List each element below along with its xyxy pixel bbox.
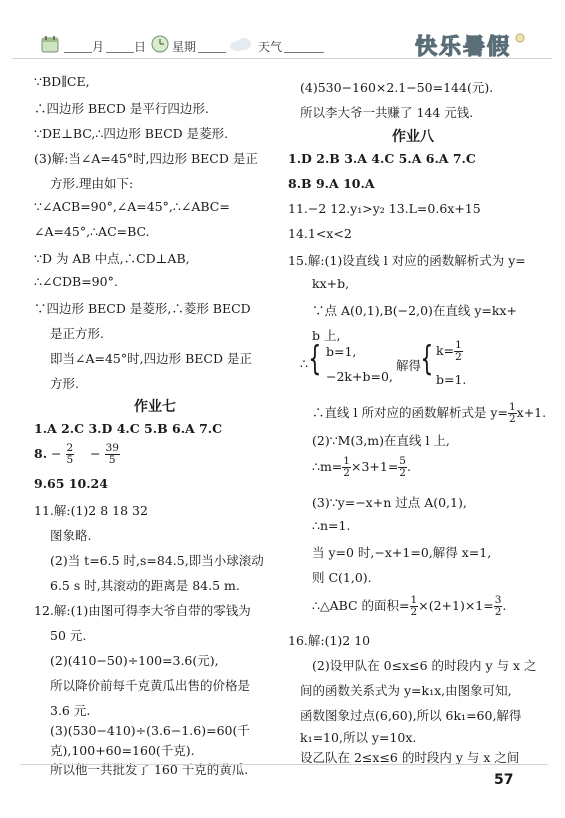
- fraction: $\frac{2}{5}$: [66, 442, 74, 466]
- answer-line: 9.65 10.24: [34, 476, 108, 491]
- answer-line: 11.−2 12.y₁>y₂ 13.L=0.6x+15: [288, 201, 481, 216]
- text-line: (3)∵y=−x+n 过点 A(0,1),: [312, 495, 467, 510]
- text-line: kx+b,: [312, 276, 350, 291]
- sun-icon: [512, 30, 528, 46]
- calendar-icon: [40, 34, 60, 54]
- clock-icon: [150, 34, 170, 54]
- text-line: 方形.: [50, 376, 79, 391]
- text-line: (2)当 t=6.5 时,s=84.5,即当小球滚动: [50, 553, 264, 568]
- text-line: (2)设甲队在 0≤x≤6 的时段内 y 与 x 之: [312, 658, 537, 673]
- page-number: 57: [494, 772, 514, 788]
- text-line: ∴直线 l 所对应的函数解析式是 y= $\frac{1}{2}$ x+1.: [312, 401, 547, 425]
- equation: −2k+b=0,: [326, 369, 393, 384]
- answer-line: 8.B 9.A 10.A: [288, 176, 375, 191]
- text-line: ∵BD∥CE,: [34, 74, 90, 89]
- text-line: ∴n=1.: [312, 518, 351, 533]
- text-line: ∴四边形 BECD 是平行四边形.: [34, 101, 209, 116]
- text-line: (4)530−160×2.1−50=144(元).: [300, 80, 494, 95]
- text-line: ∴△ABC 的面积= $\frac{1}{2}$ ×(2+1)×1= $\frac{3}{2}$ .: [312, 594, 507, 618]
- weekday-label: 星期: [172, 40, 197, 54]
- answer-line: 11.解:(1)2 8 18 32: [34, 503, 148, 518]
- text-line: 间的函数关系式为 y=k₁x,由图象可知,: [300, 683, 512, 698]
- answer-line: 12.解:(1)由图可得李大爷自带的零钱为: [34, 603, 251, 618]
- section-title: 作业七: [134, 399, 176, 415]
- answer-line: 1.A 2.C 3.D 4.C 5.B 6.A 7.C: [34, 421, 223, 436]
- equation: k= $\frac{1}{2}$: [436, 339, 462, 363]
- text-line: 所以降价前每千克黄瓜出售的价格是: [50, 678, 251, 693]
- weather-label: 天气: [258, 40, 283, 54]
- answer-line: 14.1<x<2: [288, 226, 352, 241]
- minus-sign: −: [51, 446, 62, 461]
- text-line: 6.5 s 时,其滚动的距离是 84.5 m.: [50, 578, 240, 593]
- text-line: ∵DE⊥BC,∴四边形 BECD 是菱形.: [34, 126, 229, 141]
- text-line: 即当∠A=45°时,四边形 BECD 是正: [50, 351, 252, 366]
- text-line: 是正方形.: [50, 326, 104, 341]
- text-line: ∴∠CDB=90°.: [34, 274, 118, 289]
- left-brace: {: [420, 339, 434, 379]
- text-line: (2)(410−50)÷100=3.6(元),: [50, 653, 219, 668]
- solve-label: 解得: [396, 358, 422, 373]
- day-label: 日: [134, 40, 147, 54]
- cloud-icon: [228, 34, 254, 54]
- text-line: ∵四边形 BECD 是菱形,∴菱形 BECD: [34, 301, 251, 316]
- text-line: 图象略.: [50, 528, 92, 543]
- footer-rule: [20, 764, 548, 765]
- question-number: 8.: [34, 446, 48, 461]
- text-line: 所以李大爷一共赚了 144 元钱.: [300, 105, 474, 120]
- section-title: 作业八: [392, 129, 434, 145]
- answer-line: 1.D 2.B 3.A 4.C 5.A 6.A 7.C: [288, 151, 476, 166]
- text-line: ∵点 A(0,1),B(−2,0)在直线 y=kx+: [312, 303, 518, 318]
- text-line: 所以他一共批发了 160 千克的黄瓜.: [50, 762, 249, 777]
- text-line: ∵D 为 AB 中点,∴CD⊥AB,: [34, 251, 190, 266]
- text-line: 当 y=0 时,−x+1=0,解得 x=1,: [312, 545, 492, 560]
- text-line: ∠A=45°,∴AC=BC.: [34, 224, 150, 239]
- text-line: (3)(530−410)÷(3.6−1.6)=60(千: [50, 723, 250, 738]
- text-line: 设乙队在 2≤x≤6 的时段内 y 与 x 之间: [300, 750, 520, 765]
- answer-line: 15.解:(1)设直线 l 对应的函数解析式为 y=: [288, 253, 526, 268]
- month-label: 月: [92, 40, 105, 54]
- text-line: ∵∠ACB=90°,∠A=45°,∴∠ABC=: [34, 199, 230, 214]
- text-line: 函数图象过点(6,60),所以 6k₁=60,解得: [300, 708, 522, 723]
- text-line: 克),100+60=160(千克).: [50, 743, 195, 758]
- day-blank: [106, 52, 134, 53]
- text-line: 50 元.: [50, 628, 87, 643]
- text-line: b 上,: [312, 328, 341, 343]
- answer-line: 16.解:(1)2 10: [288, 633, 371, 648]
- weather-blank: [284, 52, 324, 53]
- page-header: [0, 0, 565, 62]
- text-line: k₁=10,所以 y=10x.: [300, 730, 417, 745]
- brand-title: 快乐暑假: [414, 35, 511, 60]
- minus-sign: −: [90, 446, 101, 461]
- text-line: (2)∵M(3,m)在直线 l 上,: [312, 433, 450, 448]
- text-line: 3.6 元.: [50, 703, 91, 718]
- text-line: ∴m= $\frac{1}{2}$ ×3+1= $\frac{5}{2}$ .: [312, 455, 411, 479]
- text-line: 则 C(1,0).: [312, 570, 372, 585]
- text-line: 方形.理由如下:: [50, 176, 134, 191]
- answer-line: [34, 443, 120, 466]
- equation: b=1.: [436, 372, 467, 387]
- weekday-blank: [198, 52, 226, 53]
- fraction: $\frac{39}{5}$: [105, 442, 119, 466]
- therefore-sign: ∴: [300, 356, 308, 371]
- text-line: (3)解:当∠A=45°时,四边形 BECD 是正: [34, 151, 258, 166]
- equation: b=1,: [326, 344, 357, 359]
- month-blank: [64, 52, 92, 53]
- left-brace: {: [308, 339, 322, 379]
